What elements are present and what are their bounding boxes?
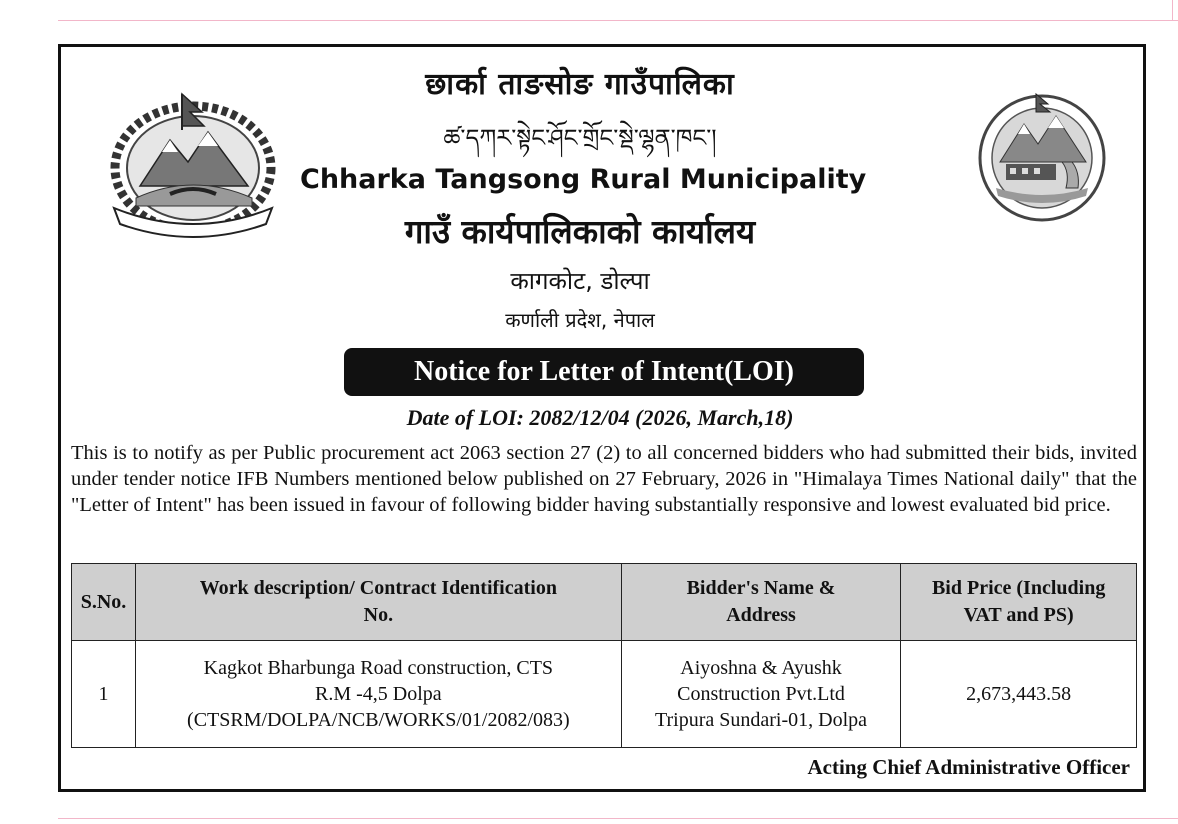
- table-row: [72, 641, 1137, 748]
- page-guide-right: [1172, 0, 1173, 20]
- municipality-logo-icon: [966, 92, 1118, 224]
- notice-body: This is to notify as per Public procurement act 2063 section 27 (2) to all concerned bidders who had submitted their bids, invited under tender notice IFB Numbers mentioned below published on 27 February, 2026 in "Himalaya Times National daily" that the "Letter of Intent" has been issued in favour of following bidder having substantially responsive and lowest evaluated bid price.: [71, 442, 1137, 516]
- office-location: कागकोट, डोल्पा: [510, 267, 650, 295]
- notice-title-banner: Notice for Letter of Intent(LOI): [344, 348, 864, 396]
- cell-bid-price: 2,673,443.58: [901, 641, 1137, 748]
- loi-table: [71, 563, 1137, 748]
- municipality-title-english: Chharka Tangsong Rural Municipality: [300, 164, 867, 195]
- office-title-nepali: गाउँ कार्यपालिकाको कार्यालय: [404, 212, 756, 251]
- header-bid-price: Bid Price (Including VAT and PS): [901, 564, 1137, 641]
- page-guide-top: [58, 20, 1178, 21]
- municipality-title-nepali: छार्का ताङसोङ गाउँपालिका: [425, 67, 735, 102]
- cell-bidder: Aiyoshna & Ayushk Construction Pvt.Ltd Tripura Sundari-01, Dolpa: [621, 641, 901, 748]
- page-guide-bottom: [58, 818, 1178, 819]
- table-header-row: [72, 564, 1137, 641]
- header-work-description: Work description/ Contract Identification No.: [135, 564, 621, 641]
- cell-work-description: Kagkot Bharbunga Road construction, CTS R.M -4,5 Dolpa (CTSRM/DOLPA/NCB/WORKS/01/2082/083): [135, 641, 621, 748]
- cell-sno: 1: [72, 641, 136, 748]
- header-bidder: Bidder's Name & Address: [621, 564, 901, 641]
- nepal-emblem-icon: [100, 90, 286, 240]
- municipality-title-tibetan: ཚ་དཀར་སྟེང་ཤོང་གྲོང་སྡེ་ལྷན་ཁང་།: [443, 124, 717, 152]
- office-province: कर्णाली प्रदेश, नेपाल: [505, 308, 655, 332]
- header-sno: S.No.: [72, 564, 136, 641]
- signature-title: Acting Chief Administrative Officer: [807, 755, 1130, 779]
- loi-date: Date of LOI: 2082/12/04 (2026, March,18): [406, 405, 794, 430]
